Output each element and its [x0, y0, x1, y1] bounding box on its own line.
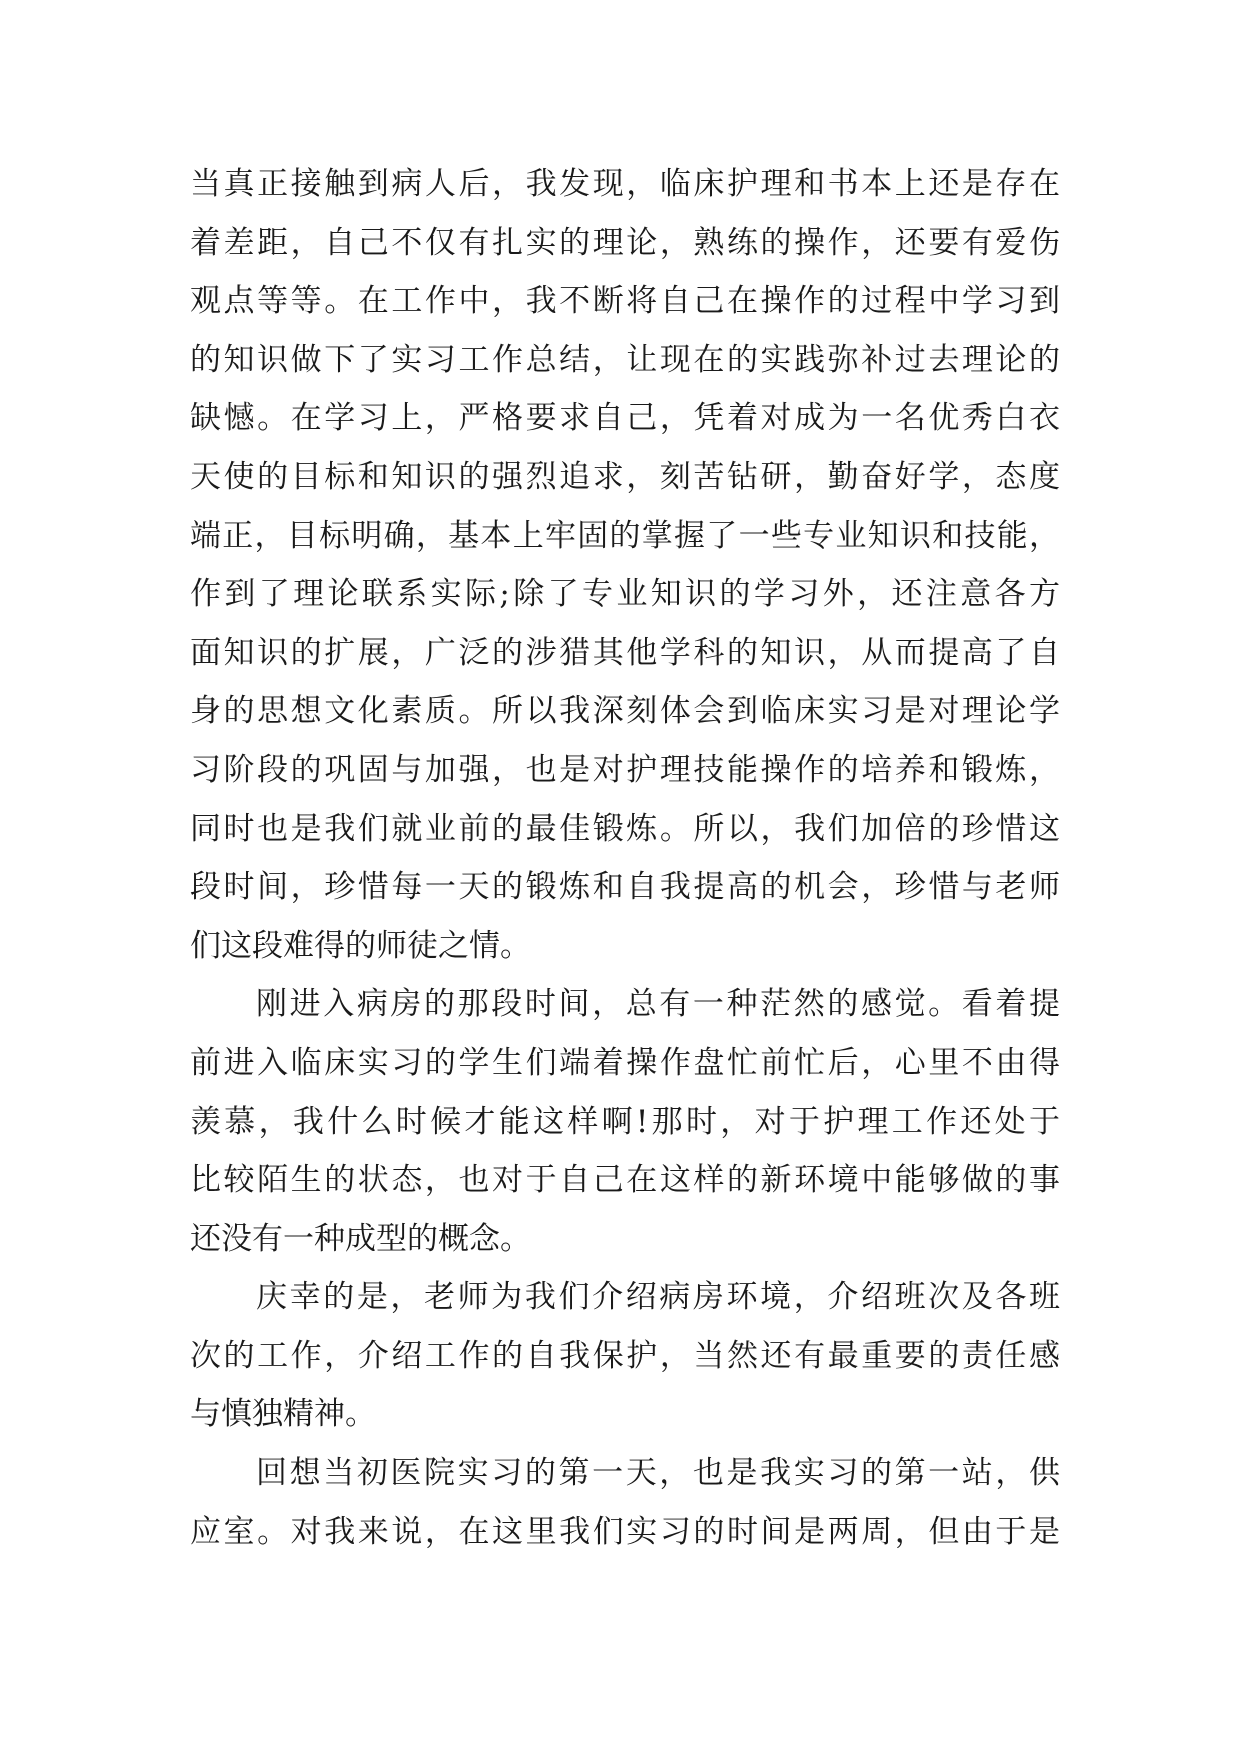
text-line: 次的工作，介绍工作的自我保护，当然还有最重要的责任感 — [190, 1337, 1060, 1374]
text-line: 缺憾。在学习上，严格要求自己，凭着对成为一名优秀白衣 — [190, 400, 1060, 437]
text-line: 天使的目标和知识的强烈追求，刻苦钻研，勤奋好学，态度 — [190, 458, 1060, 495]
text-line: 与慎独精神。 — [190, 1396, 376, 1433]
text-line: 还没有一种成型的概念。 — [190, 1220, 531, 1257]
text-line: 同时也是我们就业前的最佳锻炼。所以，我们加倍的珍惜这 — [190, 810, 1060, 847]
text-line: 身的思想文化素质。所以我深刻体会到临床实习是对理论学 — [190, 693, 1060, 730]
text-line: 段时间，珍惜每一天的锻炼和自我提高的机会，珍惜与老师 — [190, 869, 1060, 906]
text-line: 羡慕，我什么时候才能这样啊!那时，对于护理工作还处于 — [190, 1103, 1060, 1140]
text-line: 观点等等。在工作中，我不断将自己在操作的过程中学习到 — [190, 283, 1060, 320]
text-line: 刚进入病房的那段时间，总有一种茫然的感觉。看着提 — [256, 986, 1060, 1023]
text-line: 作到了理论联系实际;除了专业知识的学习外，还注意各方 — [190, 576, 1060, 613]
text-line: 应室。对我来说，在这里我们实习的时间是两周，但由于是 — [190, 1513, 1060, 1550]
text-line: 端正，目标明确，基本上牢固的掌握了一些专业知识和技能， — [190, 517, 1060, 554]
text-line: 们这段难得的师徒之情。 — [190, 927, 531, 964]
text-line: 比较陌生的状态，也对于自己在这样的新环境中能够做的事 — [190, 1162, 1060, 1199]
text-line: 当真正接触到病人后，我发现，临床护理和书本上还是存在 — [190, 166, 1060, 202]
text-line: 面知识的扩展，广泛的涉猎其他学科的知识，从而提高了自 — [190, 634, 1060, 671]
text-line: 庆幸的是，老师为我们介绍病房环境，介绍班次及各班 — [256, 1279, 1060, 1316]
text-line: 前进入临床实习的学生们端着操作盘忙前忙后，心里不由得 — [190, 1044, 1060, 1081]
text-line: 习阶段的巩固与加强，也是对护理技能操作的培养和锻炼， — [190, 751, 1060, 788]
body-text — [190, 155, 1060, 1561]
text-line: 着差距，自己不仅有扎实的理论，熟练的操作，还要有爱伤 — [190, 224, 1060, 261]
text-line: 的知识做下了实习工作总结，让现在的实践弥补过去理论的 — [190, 341, 1060, 378]
text-line: 回想当初医院实习的第一天，也是我实习的第一站，供 — [256, 1455, 1060, 1492]
